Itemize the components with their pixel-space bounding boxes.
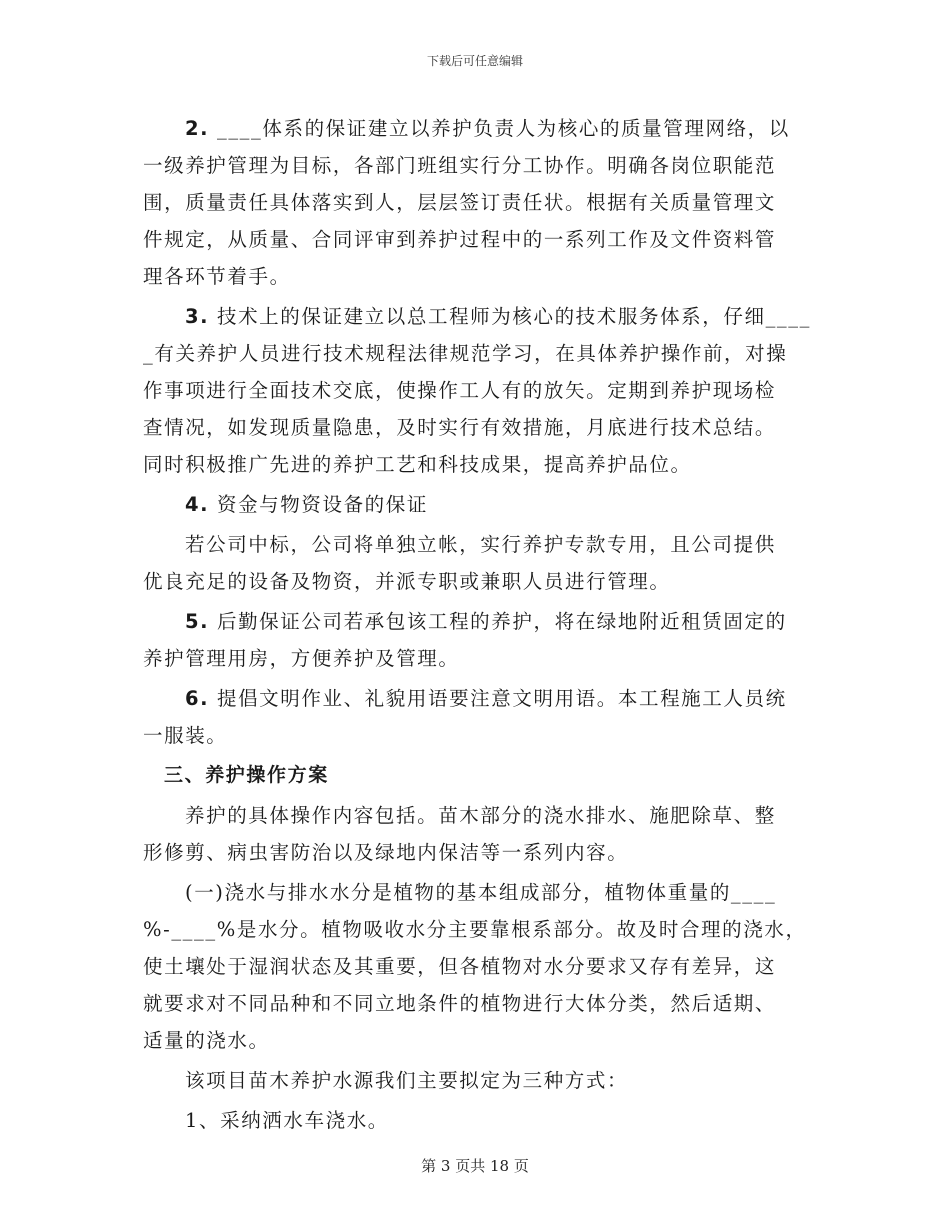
- text-line: 一级养护管理为目标，各部门班组实行分工协作。明确各岗位职能范: [143, 154, 777, 177]
- text-line: 同时积极推广先进的养护工艺和科技成果，提高养护品位。: [143, 453, 692, 476]
- paragraph-7: [143, 797, 805, 871]
- item-number: 4.: [185, 493, 210, 516]
- paragraph-9: [143, 1062, 805, 1099]
- item-number: 2.: [185, 117, 210, 140]
- paragraph-8: [143, 874, 805, 1059]
- item-number: 3.: [185, 305, 210, 328]
- paragraph-6: [143, 680, 805, 754]
- text-line: 查情况，如发现质量隐患，及时实行有效措施，月底进行技术总结。: [143, 416, 777, 439]
- item-number: 6.: [185, 687, 210, 710]
- text-line: 优良充足的设备及物资，并派专职或兼职人员进行管理。: [143, 570, 671, 593]
- text-line: 养护的具体操作内容包括。苗木部分的浇水排水、施肥除草、整: [185, 804, 776, 827]
- text-line: 件规定，从质量、合同评审到养护过程中的一系列工作及文件资料管: [143, 228, 777, 251]
- paragraph-5: [143, 603, 805, 677]
- text-line: 资金与物资设备的保证: [209, 493, 428, 516]
- item-number: 5.: [185, 610, 210, 633]
- page-header: 下载后可任意编辑: [426, 54, 523, 68]
- text-line: 形修剪、病虫害防治以及绿地内保洁等一系列内容。: [143, 841, 629, 864]
- text-line: ____体系的保证建立以养护负责人为核心的质量管理网络，以: [209, 117, 790, 140]
- method-item-1: 1、采纳洒水车浇水。: [185, 1109, 389, 1132]
- text-line: 作事项进行全面技术交底，使操作工人有的放矢。定期到养护现场检: [143, 379, 777, 402]
- paragraph-4-title: [143, 486, 805, 523]
- section-heading: 三、养护操作方案: [164, 764, 329, 786]
- text-line: 技术上的保证建立以总工程师为核心的技术服务体系，仔细____: [209, 305, 811, 328]
- text-line: 适量的浇水。: [143, 1029, 270, 1052]
- text-line: 该项目苗木养护水源我们主要拟定为三种方式：: [185, 1069, 629, 1092]
- document-body: [143, 110, 811, 1142]
- text-line: 就要求对不同品种和不同立地条件的植物进行大体分类，然后适期、: [143, 992, 777, 1015]
- text-line: 围，质量责任具体落实到人，层层签订责任状。根据有关质量管理文: [143, 191, 777, 214]
- text-line: 使土壤处于湿润状态及其重要，但各植物对水分要求又存有差异，这: [143, 955, 777, 978]
- text-line: 若公司中标，公司将单独立帐，实行养护专款专用，且公司提供: [185, 533, 776, 556]
- page-footer: 第 3 页共 18 页: [421, 1157, 529, 1175]
- paragraph-3: [143, 298, 811, 483]
- text-line: (一)浇水与排水水分是植物的基本组成部分，植物体重量的____: [185, 881, 777, 904]
- text-line: %-____%是水分。植物吸收水分主要靠根系部分。故及时合理的浇水，: [143, 918, 807, 941]
- paragraph-4-body: [143, 526, 805, 600]
- text-line: 养护管理用房，方便养护及管理。: [143, 647, 460, 670]
- text-line: 理各环节着手。: [143, 265, 291, 288]
- text-line: 后勤保证公司若承包该工程的养护，将在绿地附近租赁固定的: [209, 610, 787, 633]
- text-line: _有关养护人员进行技术规程法律规范学习，在具体养护操作前，对操: [143, 342, 788, 365]
- paragraph-2: [143, 110, 805, 295]
- text-line: 提倡文明作业、礼貌用语要注意文明用语。本工程施工人员统: [209, 687, 787, 710]
- text-line: 一服装。: [143, 724, 228, 747]
